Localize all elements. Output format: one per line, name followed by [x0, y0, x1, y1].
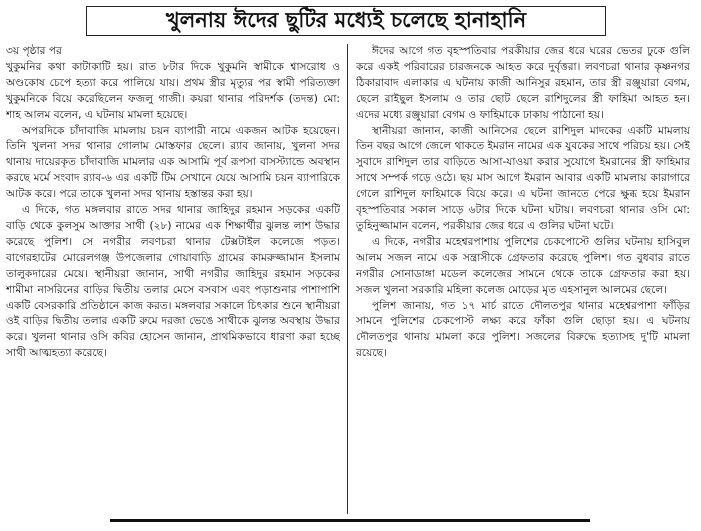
- paragraph: অপরদিকে চাঁদাবাজি মামলায় চয়ন ব্যাপারী নামে একজন আটক হয়েছেন। তিনি খুলনা সদর থানার গোলাম মোস্তফার ছেলে। র‌্যাব জানায়, খুলনা সদর থানায় দায়েরকৃত চাঁদাবাজি মামলার এক আসামি পূর্ব রূপসা বাসস্ট্যান্ডে অবস্থান করছে মর্মে সংবাদ র‌্যাব-৬ এর একটি টিম সেখানে যেয়ে আসামি চয়ন ব্যাপারিকে আটক করে। পরে তাকে খুলনা সদর থানায় হস্তান্তর করা হয়।: [6, 124, 340, 201]
- cropped-headline-edge: [110, 519, 590, 531]
- continuation-note: ৩য় পৃষ্ঠার পর: [6, 45, 62, 57]
- right-column: [356, 44, 690, 514]
- article-body: [6, 44, 696, 514]
- paragraph: স্থানীয়রা জানান, কাজী আনিসের ছেলে রাশিদুল মাদকের একটি মামলায় তিন বছর আগে জেলে থাকতে ইমরান নামের এক যুবকের সাথে পরিচয় হয়। সেই সুবাদে রাশিদুল তার বাড়িতে আসা-যাওয়া করার সুযোগে ইমরানের স্ত্রী ফাহিমার সাথে সম্পর্ক গড়ে ওঠে। ছয় মাস আগে ইমরান আবার একটি মামলায় কারাগারে গেলে রাশিদুল ফাহিমাকে বিয়ে করে। এ ঘটনা জানতে পেরে ক্ষুব্ধ হয়ে ইমরান বৃহস্পতিবার সকাল সাড়ে ৬টার দিকে ঘটনা ঘটায়। লবণচরা থানার ওসি মো: তুহিনুজ্জামান বলেন, পরকীয়ার জের ধরে এ গুলির ঘটনা ঘটে।: [356, 124, 690, 232]
- paragraph: খুকুমনির কথা কাটাকাটি হয়। রাত ৮টার দিকে খুকুমনি স্বামীকে শ্বাসরোধ ও অণ্ডকোষ চেপে হত্যা করে পালিয়ে যায়। প্রথম স্ত্রীর মৃত্যুর পর স্বামী পরিত্যক্তা খুকুমনিকে বিয়ে করেছিলেন ফজলু গাজী। কয়রা থানার পরিদর্শক (তদন্ত) মো: শাহ আলম বলেন, এ ঘটনায় মামলা হয়েছে।: [6, 60, 340, 121]
- paragraph: ঈদের আগে গত বৃহস্পতিবার পরকীয়ার জের ধরে ঘরের ভেতর ঢুকে গুলি করে একই পরিবারের চারজনকে আহত করে দুর্বৃত্তরা। লবণচরা থানার কৃষ্ণনগর ঠিকারাবাদ এলাকার এ ঘটনায় কাজী আনিসুর রহমান, তার স্ত্রী রঞ্জুয়ারা বেগম, ছেলে রাইছুল ইসলাম ও তার ছোট ছেলে রাশিদুলের স্ত্রী ফাহিমা আহত হন। এদের মধ্যে রঞ্জুয়ারা বেগম ও ফাহিমাকে ঢাকায় পাঠানো হয়।: [356, 45, 690, 121]
- headline-box: [86, 6, 606, 36]
- paragraph: পুলিশ জানায়, গত ১৭ মার্চ রাতে দৌলতপুর থানার মহেশ্বরপাশা ফাঁড়ির সামনে পুলিশের চেকপোস্ট লক্ষ্য করে ফাঁকা গুলি ছোড়া হয়। এ ঘটনায় দৌলতপুর থানায় মামলা করে পুলিশ। সজলের বিরুদ্ধে হত্যাসহ দু'টি মামলা রয়েছে।: [356, 299, 690, 360]
- headline: খুলনায় ঈদের ছুটির মধ্যেই চলেছে হানাহানি: [165, 7, 527, 32]
- left-column: [6, 44, 340, 514]
- next-headline-fragment: [0, 517, 701, 531]
- column-divider: [347, 44, 348, 514]
- paragraph: এ দিকে, গত মঙ্গলবার রাতে সদর থানার জাহিদুর রহমান সড়কের একটি বাড়ি থেকে কুলসুম আক্তার সাথী (২৮) নামের এক শিক্ষার্থীর ঝুলন্ত লাশ উদ্ধার করেছে পুলিশ। সে নগরীর লবণচরা থানার টেক্সটাইল কলেজে পড়ত। বাগেরহাটের মোরেলগঞ্জ উপজেলার গোয়াবাড়ি গ্রামের কামরুজ্জামান ইসলাম তালুকদারের মেয়ে। স্থানীয়রা জানান, সাথী নগরীর জাহিদুর রহমান সড়কের শামীমা নাসরিনের বাড়ির দ্বিতীয় তলার মেসে বসবাস এবং পড়াশুনার পাশাপাশি একটি বেসরকারি প্রতিষ্ঠানে কাজ করত। মঙ্গলবার সকালে চিৎকার শুনে স্থানীয়রা ওই বাড়ির দ্বিতীয় তলার একটি রুমে দরজা ভেঙে সাথীকে ঝুলন্ত অবস্থায় উদ্ধার করে। খুলনা থানার ওসি কবির হোসেন জানান, প্রাথমিকভাবে ধারণা করা হচ্ছে সাথী আত্মহত্যা করেছে।: [6, 204, 340, 360]
- paragraph: এ দিকে, নগরীর মহেশ্বরপাশায় পুলিশের চেকপোস্টে গুলির ঘটনায় হাসিবুল আলম সজল নামে এক সন্ত্রাসীকে গ্রেফতার করেছে পুলিশ। গত বুধবার রাতে নগরীর সোনাডাঙ্গা মডেল কলেজের সামনে থেকে তাকে গ্রেফতার করা হয়। সজল খুলনা সরকারি মহিলা কলেজ মোড়ের মৃত এহসানুল আলমের ছেলে।: [356, 235, 690, 296]
